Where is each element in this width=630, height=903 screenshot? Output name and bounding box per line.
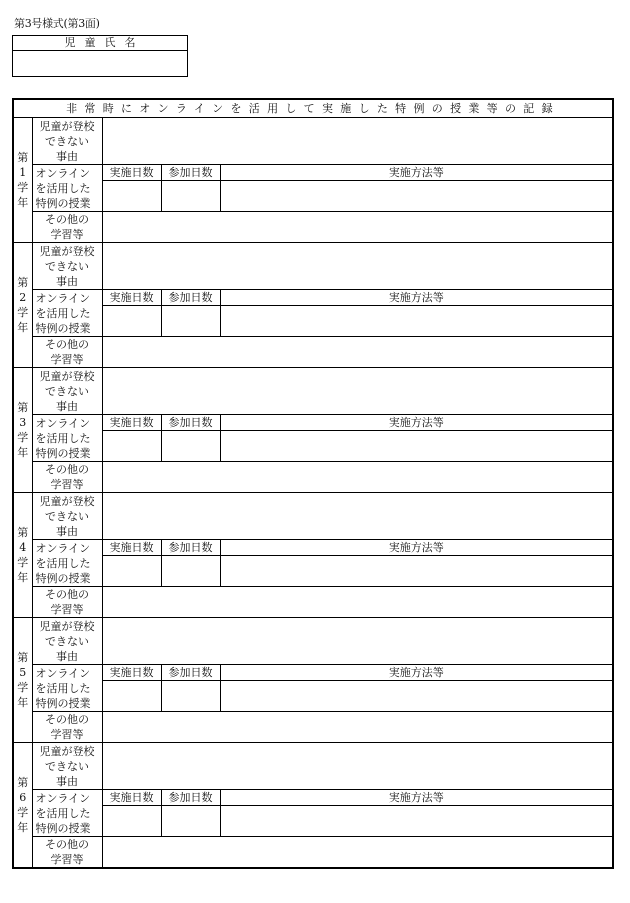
other-learning-label-line: その他の <box>45 213 89 226</box>
method-field[interactable] <box>220 681 613 712</box>
attend-days-field[interactable] <box>161 556 220 587</box>
online-lesson-label-line: オンライン <box>35 416 91 430</box>
attend-days-header: 参加日数 <box>161 665 220 681</box>
reason-label-line: 事由 <box>56 274 78 288</box>
impl-days-header: 実施日数 <box>102 790 161 806</box>
online-lesson-label-line: 特例の授業 <box>35 571 91 585</box>
reason-field[interactable] <box>102 743 613 790</box>
reason-label-line: 児童が登校 <box>39 369 95 383</box>
other-learning-label <box>32 337 102 368</box>
other-learning-label-line: 学習等 <box>50 853 84 866</box>
reason-label-line: 児童が登校 <box>39 619 95 633</box>
online-lesson-label-line: を活用した <box>35 806 91 820</box>
method-field[interactable] <box>220 431 613 462</box>
impl-days-header: 実施日数 <box>102 540 161 556</box>
year-label-char: 第 <box>17 151 29 164</box>
year-label-char: 第 <box>17 526 29 539</box>
reason-label-line: 事由 <box>56 774 78 788</box>
year-label-char: 4 <box>19 541 27 554</box>
impl-days-header: 実施日数 <box>102 665 161 681</box>
reason-label-line: 事由 <box>56 649 78 663</box>
impl-days-field[interactable] <box>102 181 161 212</box>
impl-days-header: 実施日数 <box>102 165 161 181</box>
other-learning-field[interactable] <box>102 712 613 743</box>
method-field[interactable] <box>220 806 613 837</box>
impl-days-field[interactable] <box>102 806 161 837</box>
online-lesson-label <box>32 290 102 337</box>
attend-days-field[interactable] <box>161 306 220 337</box>
online-lesson-label-line: オンライン <box>35 166 91 180</box>
online-lesson-label <box>32 790 102 837</box>
method-field[interactable] <box>220 306 613 337</box>
reason-label <box>32 743 102 790</box>
online-lesson-label-line: を活用した <box>35 556 91 570</box>
student-name-field[interactable] <box>13 51 187 77</box>
online-lesson-label-line: を活用した <box>35 306 91 320</box>
method-header: 実施方法等 <box>220 415 613 431</box>
reason-label <box>32 493 102 540</box>
other-learning-label-line: その他の <box>45 838 89 851</box>
reason-label-line: 児童が登校 <box>39 119 95 133</box>
impl-days-field[interactable] <box>102 681 161 712</box>
reason-label-line: 児童が登校 <box>39 244 95 258</box>
reason-field[interactable] <box>102 118 613 165</box>
attend-days-field[interactable] <box>161 431 220 462</box>
impl-days-header: 実施日数 <box>102 290 161 306</box>
online-lesson-label <box>32 665 102 712</box>
method-header: 実施方法等 <box>220 665 613 681</box>
year-label-char: 学 <box>17 681 29 694</box>
other-learning-label <box>32 712 102 743</box>
online-lesson-label <box>32 415 102 462</box>
other-learning-label <box>32 212 102 243</box>
year-label <box>13 368 32 493</box>
year-label-char: 年 <box>17 821 29 834</box>
year-label <box>13 618 32 743</box>
impl-days-field[interactable] <box>102 556 161 587</box>
other-learning-label-line: 学習等 <box>50 728 84 741</box>
student-name-header: 児童氏名 <box>13 36 187 51</box>
year-label-char: 1 <box>19 166 27 179</box>
online-lesson-label-line: オンライン <box>35 791 91 805</box>
attend-days-header: 参加日数 <box>161 290 220 306</box>
other-learning-label-line: その他の <box>45 338 89 351</box>
reason-field[interactable] <box>102 243 613 290</box>
other-learning-field[interactable] <box>102 462 613 493</box>
year-label <box>13 118 32 243</box>
other-learning-field[interactable] <box>102 837 613 869</box>
attend-days-header: 参加日数 <box>161 165 220 181</box>
year-label-char: 第 <box>17 776 29 789</box>
method-header: 実施方法等 <box>220 790 613 806</box>
online-lesson-label-line: を活用した <box>35 431 91 445</box>
online-lesson-label-line: オンライン <box>35 541 91 555</box>
other-learning-label-line: その他の <box>45 463 89 476</box>
other-learning-label-line: 学習等 <box>50 228 84 241</box>
reason-label-line: できない <box>45 759 89 773</box>
year-label-char: 年 <box>17 571 29 584</box>
year-label <box>13 243 32 368</box>
method-header: 実施方法等 <box>220 290 613 306</box>
reason-label-line: 事由 <box>56 399 78 413</box>
reason-label-line: できない <box>45 634 89 648</box>
reason-label-line: できない <box>45 134 89 148</box>
reason-label-line: できない <box>45 259 89 273</box>
online-lesson-label-line: 特例の授業 <box>35 446 91 460</box>
year-label-char: 学 <box>17 181 29 194</box>
reason-field[interactable] <box>102 368 613 415</box>
attend-days-header: 参加日数 <box>161 790 220 806</box>
reason-field[interactable] <box>102 493 613 540</box>
other-learning-label-line: 学習等 <box>50 353 84 366</box>
other-learning-label <box>32 837 102 869</box>
year-label-char: 学 <box>17 806 29 819</box>
impl-days-header: 実施日数 <box>102 415 161 431</box>
online-lesson-label <box>32 165 102 212</box>
method-field[interactable] <box>220 556 613 587</box>
year-label-char: 年 <box>17 696 29 709</box>
year-label-char: 年 <box>17 321 29 334</box>
year-label-char: 学 <box>17 556 29 569</box>
reason-label <box>32 368 102 415</box>
online-lesson-label <box>32 540 102 587</box>
record-title: 非常時にオンラインを活用して実施した特例の授業等の記録 <box>13 99 613 118</box>
online-lesson-label-line: を活用した <box>35 681 91 695</box>
year-label-char: 5 <box>19 666 27 679</box>
other-learning-label-line: 学習等 <box>50 603 84 616</box>
year-label-char: 3 <box>19 416 27 429</box>
other-learning-field[interactable] <box>102 212 613 243</box>
other-learning-label-line: その他の <box>45 713 89 726</box>
attend-days-header: 参加日数 <box>161 540 220 556</box>
method-header: 実施方法等 <box>220 165 613 181</box>
year-label-char: 第 <box>17 651 29 664</box>
form-id: 第3号様式(第3面) <box>14 17 100 30</box>
year-label-char: 第 <box>17 276 29 289</box>
other-learning-label <box>32 462 102 493</box>
online-lesson-label-line: を活用した <box>35 181 91 195</box>
reason-label <box>32 243 102 290</box>
other-learning-field[interactable] <box>102 587 613 618</box>
year-label-char: 学 <box>17 306 29 319</box>
other-learning-field[interactable] <box>102 337 613 368</box>
reason-field[interactable] <box>102 618 613 665</box>
reason-label-line: できない <box>45 384 89 398</box>
method-header: 実施方法等 <box>220 540 613 556</box>
other-learning-label-line: 学習等 <box>50 478 84 491</box>
year-label-char: 2 <box>19 291 27 304</box>
year-label-char: 学 <box>17 431 29 444</box>
online-lesson-label-line: 特例の授業 <box>35 821 91 835</box>
reason-label <box>32 118 102 165</box>
impl-days-field[interactable] <box>102 306 161 337</box>
reason-label-line: 児童が登校 <box>39 744 95 758</box>
attend-days-field[interactable] <box>161 806 220 837</box>
reason-label-line: 事由 <box>56 524 78 538</box>
reason-label-line: できない <box>45 509 89 523</box>
student-name-box <box>12 35 188 77</box>
reason-label-line: 事由 <box>56 149 78 163</box>
method-field[interactable] <box>220 181 613 212</box>
online-lesson-label-line: オンライン <box>35 666 91 680</box>
year-label-char: 6 <box>19 791 27 804</box>
online-lesson-label-line: 特例の授業 <box>35 321 91 335</box>
year-label-char: 年 <box>17 196 29 209</box>
online-lesson-label-line: 特例の授業 <box>35 696 91 710</box>
online-lesson-record-table <box>12 98 614 869</box>
attend-days-field[interactable] <box>161 181 220 212</box>
year-label <box>13 493 32 618</box>
other-learning-label-line: その他の <box>45 588 89 601</box>
attend-days-field[interactable] <box>161 681 220 712</box>
online-lesson-label-line: 特例の授業 <box>35 196 91 210</box>
online-lesson-label-line: オンライン <box>35 291 91 305</box>
attend-days-header: 参加日数 <box>161 415 220 431</box>
year-label-char: 第 <box>17 401 29 414</box>
reason-label <box>32 618 102 665</box>
reason-label-line: 児童が登校 <box>39 494 95 508</box>
other-learning-label <box>32 587 102 618</box>
year-label <box>13 743 32 869</box>
impl-days-field[interactable] <box>102 431 161 462</box>
year-label-char: 年 <box>17 446 29 459</box>
